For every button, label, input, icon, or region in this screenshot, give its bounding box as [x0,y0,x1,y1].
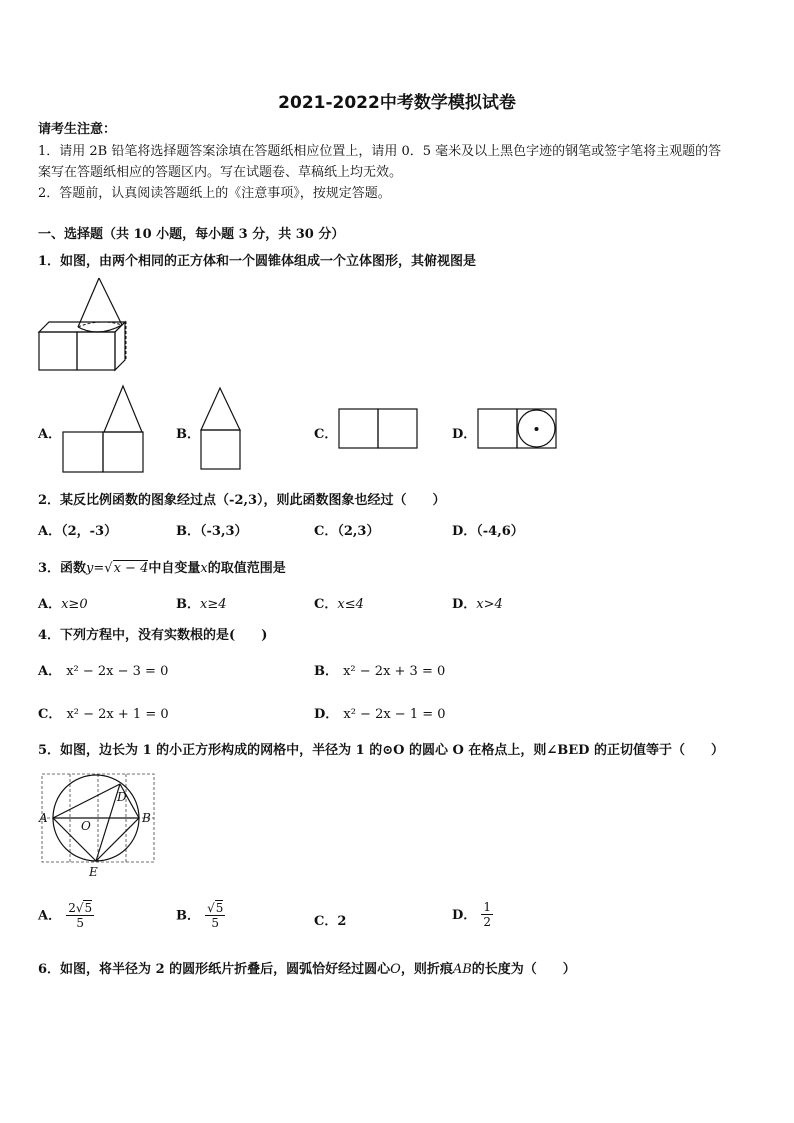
q3-option-a [38,593,88,612]
q5-option-a [38,900,94,930]
q3-option-c-value: x≤4 [337,597,364,612]
q5-option-c-label: C． [314,914,338,929]
q5-label-a: A [39,811,48,825]
q1-option-c-label: C． [314,427,338,442]
q4-option-d-value: x² − 2x − 1 = 0 [343,707,446,722]
q3-option-c-label: C． [314,597,338,612]
q5-grid-figure [38,772,158,880]
notice-line-3: 2．答题前，认真阅读答题纸上的《注意事项》，按规定答题。 [38,186,391,201]
q4-option-d-label: D． [314,707,339,722]
q2-option-b-label: B． [176,524,200,539]
q3-option-b-value: x≥4 [200,597,227,612]
q2-option-b [176,520,248,539]
q4-option-c-label: C． [38,707,62,722]
q6-stem-o: O [390,962,401,977]
q2-option-d [452,520,524,539]
q5-option-a-label: A． [38,908,62,924]
q1-option-c-figure [338,408,420,450]
q5-option-b-label: B． [176,908,200,924]
q5-option-a-num: 2 [68,901,76,915]
q5-label-e: E [89,865,98,879]
q5-option-d-label: D． [452,908,477,923]
q1-option-d-figure [477,408,559,450]
q5-option-a-fraction: $\frac{2√5}{5}$ [68,901,93,930]
q4-option-a-value: x² − 2x − 3 = 0 [66,664,169,679]
q2-option-b-value: （-3,3） [200,524,248,539]
q2-option-d-label: D． [452,524,477,539]
q2-option-c-value: （2,3） [337,524,380,539]
q3-stem: 3．函数y=√x − 4中自变量x的取值范围是 [38,561,286,576]
q1-solid-figure [38,276,130,372]
q4-option-b-value: x² − 2x + 3 = 0 [343,664,446,679]
q2-option-d-value: （-4,6） [476,524,524,539]
q3-option-d-label: D． [452,597,477,612]
q1-option-a-figure [62,385,144,473]
q4-option-d [314,703,446,722]
q5-option-b-rad: 5 [215,901,224,915]
q2-option-a-label: A． [38,524,62,539]
q5-option-d-num: 1 [483,900,492,914]
q6-stem-ab: AB [452,962,472,977]
q4-option-b-label: B． [314,664,338,679]
q5-label-o: O [81,819,91,833]
q2-option-a [38,520,117,539]
q3-stem-fn: y= [86,561,105,576]
q2-option-a-value: （2，-3） [61,524,118,539]
q3-stem-pre: 3．函数 [38,561,87,576]
q6-stem-post: 的长度为（ ） [471,962,576,977]
q4-option-c-value: x² − 2x + 1 = 0 [66,707,169,722]
q2-option-c-label: C． [314,524,338,539]
notice-line-2: 案写在答题纸相应的答题区内。写在试题卷、草稿纸上均无效。 [38,165,403,180]
q5-stem: 5．如图，边长为 1 的小正方形构成的网格中，半径为 1 的⊙O 的圆心 O 在格点上，则∠BED 的正切值等于（ ） [38,743,724,758]
q3-option-c [314,593,364,612]
q4-stem: 4．下列方程中，没有实数根的是( ) [38,628,268,643]
q5-option-a-rad: 5 [84,901,93,915]
section-heading: 一、选择题（共 10 小题，每小题 3 分，共 30 分） [38,227,345,242]
q3-option-d-value: x>4 [476,597,503,612]
q3-option-a-value: x≥0 [61,597,88,612]
q3-option-b-label: B． [176,597,200,612]
q1-option-d-label: D． [452,427,477,442]
q1-stem: 1．如图，由两个相同的正方体和一个圆锥体组成一个立体图形，其俯视图是 [38,254,477,269]
q6-stem-pre: 6．如图，将半径为 2 的圆形纸片折叠后，圆弧恰好经过圆心 [38,962,391,977]
q3-stem-mid: 中自变量 [148,561,201,576]
q1-option-b-label: B． [176,427,200,442]
page-title: 2021-2022中考数学模拟试卷 [278,93,516,113]
q5-option-d-fraction [481,900,493,929]
q3-stem-post: 的取值范围是 [207,561,286,576]
q6-stem [38,958,576,977]
q5-option-b-fraction: $\frac{√5}{5}$ [207,901,224,930]
q1-option-a-label: A． [38,427,62,442]
q4-option-a [38,660,168,679]
q5-option-d-den: 2 [483,915,492,929]
q3-stem-radicand: x − 4 [113,561,149,576]
q5-option-b-den: 5 [211,916,220,930]
q6-stem-mid: ，则折痕 [400,962,453,977]
notice-line-1: 1．请用 2B 铅笔将选择题答案涂填在答题纸相应位置上，请用 0．5 毫米及以上黑色字迹的钢笔或签字笔将主观题的答 [38,144,722,159]
q2-option-c [314,520,379,539]
q5-option-c [314,910,346,929]
q5-option-d [452,900,493,929]
q4-option-c [38,703,169,722]
q5-option-b [176,900,225,930]
q2-stem: 2．某反比例函数的图象经过点（-2,3），则此函数图象也经过（ ） [38,493,446,508]
q3-option-a-label: A． [38,597,62,612]
q4-option-b [314,660,445,679]
q1-option-b-figure [200,387,242,471]
q3-option-d [452,593,503,612]
q5-option-c-value: 2 [337,914,347,929]
q4-option-a-label: A． [38,664,62,679]
q3-stem-var: x [200,561,208,576]
q5-label-b: B [142,811,151,825]
q5-option-a-den: 5 [76,916,84,930]
q3-option-b [176,593,227,612]
q5-label-d: D [117,790,127,804]
notice-heading: 请考生注意： [38,122,117,137]
